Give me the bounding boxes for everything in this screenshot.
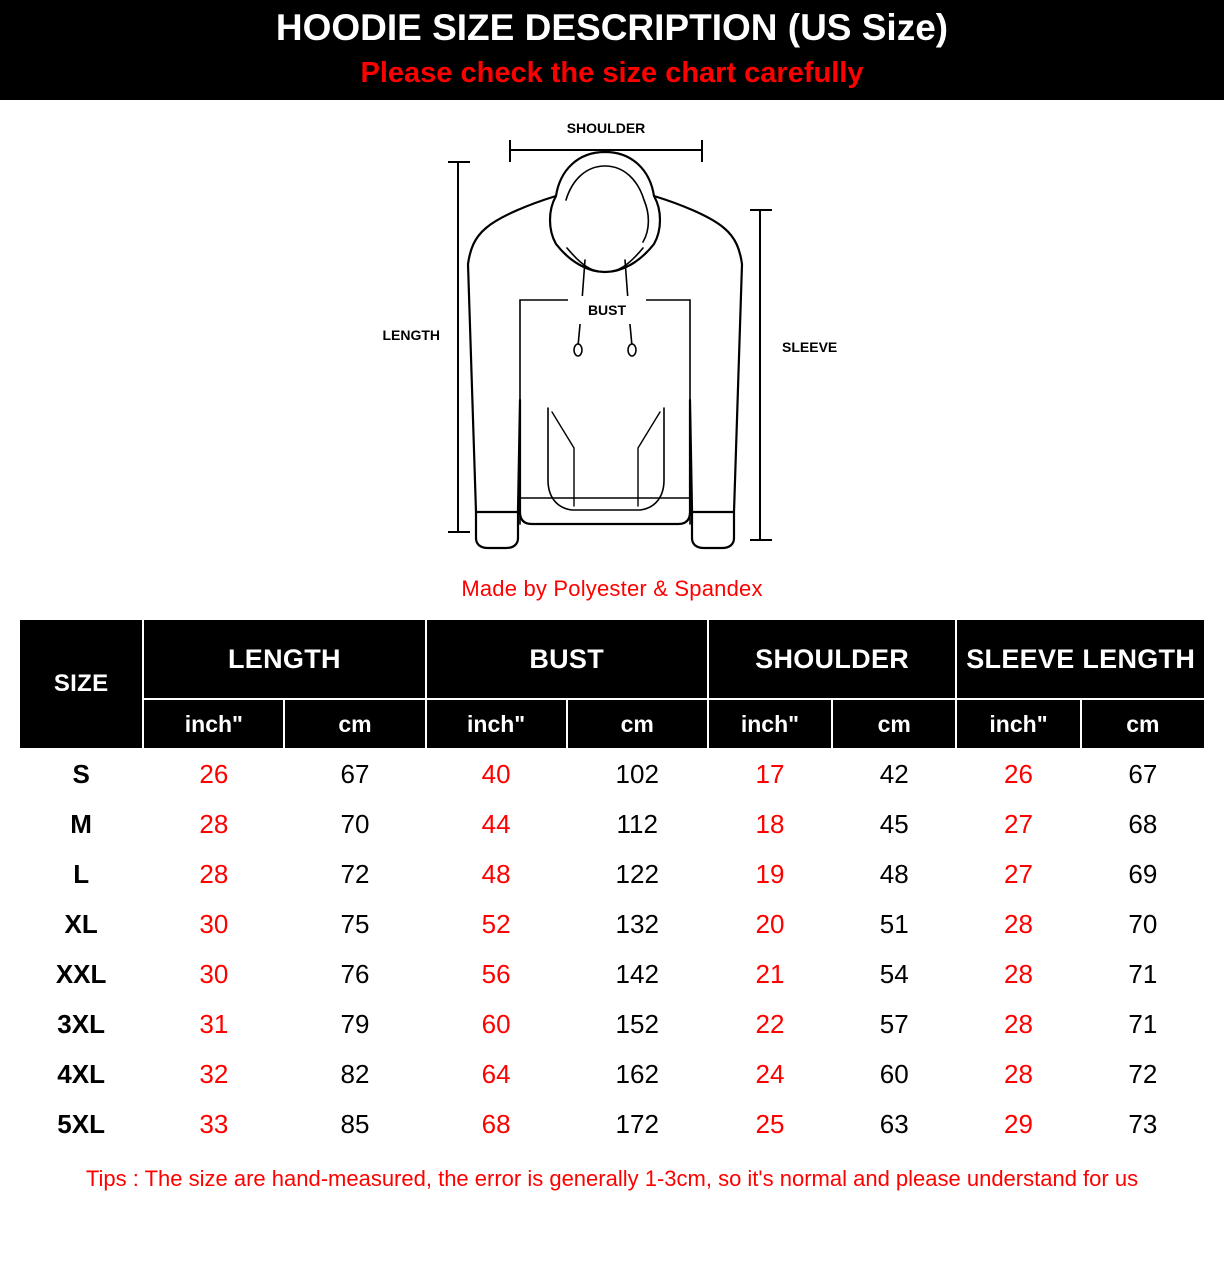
size-table-wrap [0,618,1224,1150]
bust-label: BUST [587,302,627,318]
cell-bust-cm: 122 [567,849,708,899]
cell-bust-inch: 68 [426,1099,567,1149]
cell-shoulder-cm: 54 [832,949,956,999]
cell-shoulder-inch: 20 [708,899,832,949]
cell-sleeve-cm: 70 [1081,899,1205,949]
cell-sleeve-inch: 28 [956,1049,1080,1099]
unit-sleeve-cm: cm [1081,699,1205,749]
cell-length-inch: 33 [143,1099,284,1149]
cell-shoulder-cm: 57 [832,999,956,1049]
sleeve-measure-line [750,210,772,540]
unit-bust-cm: cm [567,699,708,749]
row-size: L [19,849,143,899]
cell-shoulder-inch: 21 [708,949,832,999]
unit-sleeve-inch: inch" [956,699,1080,749]
cell-sleeve-inch: 27 [956,799,1080,849]
cell-length-cm: 67 [284,749,425,799]
cell-length-cm: 82 [284,1049,425,1099]
cell-shoulder-inch: 22 [708,999,832,1049]
sleeve-label: SLEEVE [782,339,838,355]
page-subtitle: Please check the size chart carefully [360,57,864,89]
cell-bust-cm: 142 [567,949,708,999]
cell-length-cm: 76 [284,949,425,999]
unit-shoulder-inch: inch" [708,699,832,749]
header-shoulder: SHOULDER [708,619,957,699]
cell-sleeve-inch: 27 [956,849,1080,899]
table-row [19,999,1205,1049]
cell-sleeve-cm: 68 [1081,799,1205,849]
cell-shoulder-cm: 63 [832,1099,956,1149]
shoulder-label: SHOULDER [566,120,646,136]
cell-length-inch: 30 [143,949,284,999]
cell-length-inch: 30 [143,899,284,949]
cell-shoulder-inch: 24 [708,1049,832,1099]
cell-sleeve-cm: 67 [1081,749,1205,799]
header-sleeve-length: SLEEVE LENGTH [956,619,1205,699]
row-size: 4XL [19,1049,143,1099]
cell-sleeve-cm: 72 [1081,1049,1205,1099]
hoodie-diagram [0,100,1224,570]
hoodie-illustration [0,100,1224,570]
table-row [19,799,1205,849]
unit-shoulder-cm: cm [832,699,956,749]
header-length: LENGTH [143,619,425,699]
tips-note: Tips : The size are hand-measured, the error is generally 1-3cm, so it's normal and please understand for us [85,1166,1139,1191]
page-title: HOODIE SIZE DESCRIPTION (US Size) [275,7,949,48]
table-row [19,749,1205,799]
cell-sleeve-inch: 28 [956,949,1080,999]
cell-length-inch: 26 [143,749,284,799]
table-row [19,949,1205,999]
cell-shoulder-cm: 45 [832,799,956,849]
cell-length-cm: 79 [284,999,425,1049]
cell-bust-cm: 102 [567,749,708,799]
cell-sleeve-inch: 26 [956,749,1080,799]
cell-shoulder-cm: 48 [832,849,956,899]
table-header-row [19,619,1205,699]
length-measure-line [448,162,470,532]
row-size: 5XL [19,1099,143,1149]
row-size: M [19,799,143,849]
cell-sleeve-cm: 73 [1081,1099,1205,1149]
cell-bust-inch: 44 [426,799,567,849]
cell-sleeve-cm: 69 [1081,849,1205,899]
material-note: Made by Polyester & Spandex [461,576,763,601]
cell-bust-inch: 40 [426,749,567,799]
header-bar [0,0,1224,54]
cell-bust-inch: 56 [426,949,567,999]
cell-sleeve-cm: 71 [1081,999,1205,1049]
cell-shoulder-inch: 19 [708,849,832,899]
cell-bust-inch: 48 [426,849,567,899]
header-bust: BUST [426,619,708,699]
cell-bust-inch: 60 [426,999,567,1049]
row-size: XL [19,899,143,949]
cell-length-inch: 32 [143,1049,284,1099]
cell-bust-cm: 172 [567,1099,708,1149]
hoodie-outline [468,152,742,548]
table-row [19,1049,1205,1099]
row-size: XXL [19,949,143,999]
cell-length-inch: 28 [143,799,284,849]
cell-length-inch: 28 [143,849,284,899]
cell-bust-cm: 132 [567,899,708,949]
cell-shoulder-cm: 60 [832,1049,956,1099]
header-size: SIZE [19,619,143,749]
unit-length-inch: inch" [143,699,284,749]
cell-bust-cm: 152 [567,999,708,1049]
cell-sleeve-inch: 28 [956,999,1080,1049]
cell-length-cm: 85 [284,1099,425,1149]
row-size: 3XL [19,999,143,1049]
cell-bust-cm: 162 [567,1049,708,1099]
cell-sleeve-inch: 29 [956,1099,1080,1149]
cell-length-cm: 70 [284,799,425,849]
row-size: S [19,749,143,799]
cell-bust-inch: 52 [426,899,567,949]
cell-shoulder-inch: 17 [708,749,832,799]
table-row [19,1099,1205,1149]
cell-shoulder-inch: 25 [708,1099,832,1149]
unit-length-cm: cm [284,699,425,749]
cell-length-cm: 75 [284,899,425,949]
length-label: LENGTH [382,327,440,343]
cell-shoulder-cm: 42 [832,749,956,799]
unit-bust-inch: inch" [426,699,567,749]
cell-length-inch: 31 [143,999,284,1049]
table-units-row [19,699,1205,749]
cell-shoulder-inch: 18 [708,799,832,849]
cell-length-cm: 72 [284,849,425,899]
cell-bust-inch: 64 [426,1049,567,1099]
cell-sleeve-inch: 28 [956,899,1080,949]
table-row [19,899,1205,949]
size-table [18,618,1206,1150]
cell-sleeve-cm: 71 [1081,949,1205,999]
table-row [19,849,1205,899]
subheader-bar [0,54,1224,100]
cell-shoulder-cm: 51 [832,899,956,949]
cell-bust-cm: 112 [567,799,708,849]
